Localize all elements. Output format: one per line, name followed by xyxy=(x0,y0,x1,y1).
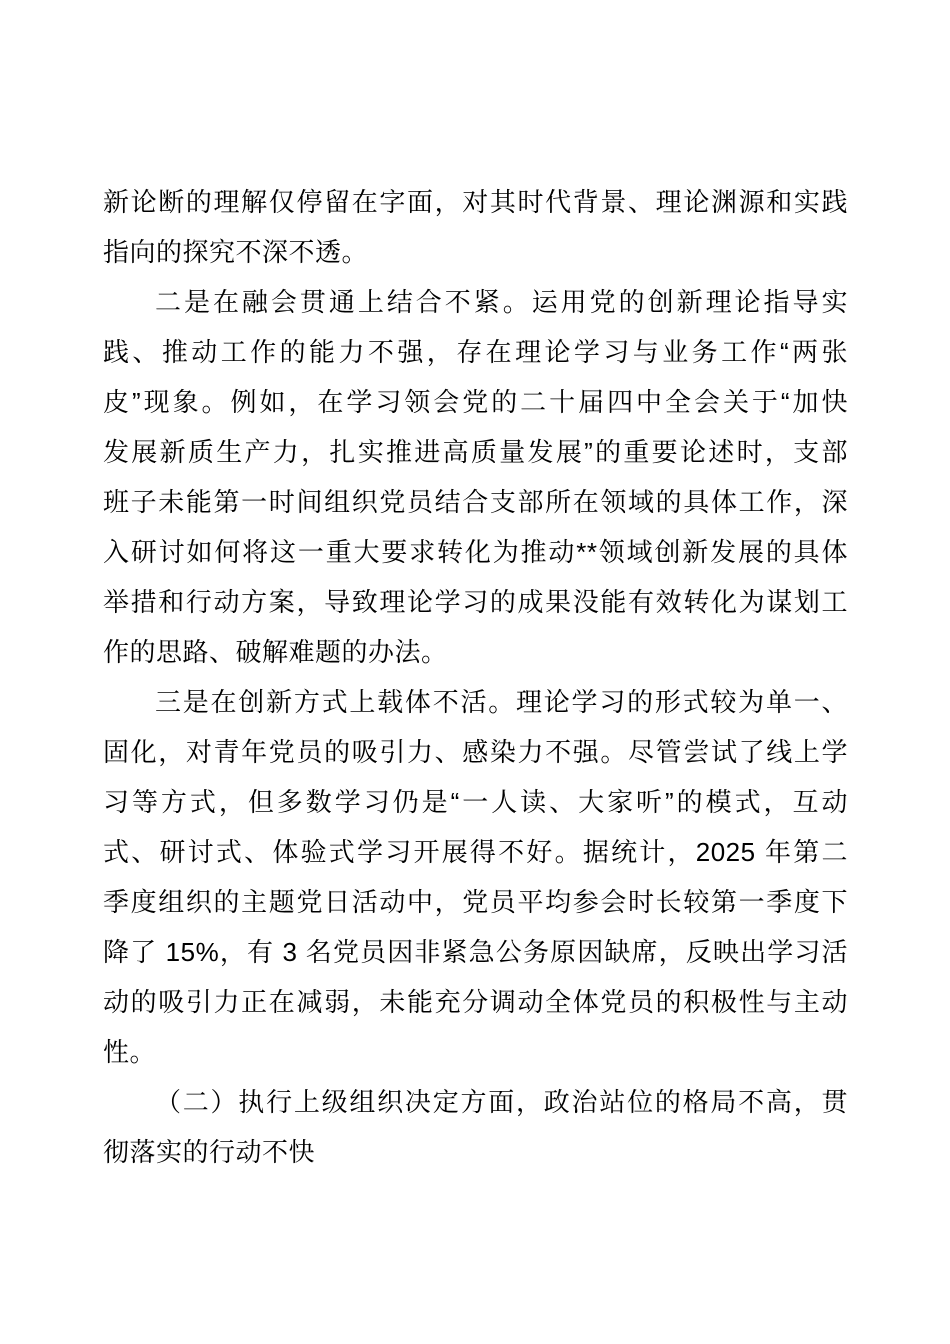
text-line: 入研讨如何将这一重大要求转化为推动**领域创新发展的具体 xyxy=(103,537,848,567)
text-line: 践、推动工作的能力不强，存在理论学习与业务工作“两张 xyxy=(103,337,848,367)
text-line: 班子未能第一时间组织党员结合支部所在领域的具体工作，深 xyxy=(103,487,848,517)
text-line: 季度组织的主题党日活动中，党员平均参会时长较第一季度下 xyxy=(103,887,848,917)
text-line: （二）执行上级组织决定方面，政治站位的格局不高，贯 xyxy=(155,1087,848,1117)
text-line: 固化，对青年党员的吸引力、感染力不强。尽管尝试了线上学 xyxy=(103,737,848,767)
text-line: 新论断的理解仅停留在字面，对其时代背景、理论渊源和实践 xyxy=(103,187,848,217)
text-line: 彻落实的行动不快 xyxy=(103,1137,316,1167)
paragraph xyxy=(103,177,848,277)
text-line: 作的思路、破解难题的办法。 xyxy=(103,637,448,667)
text-line: 举措和行动方案，导致理论学习的成果没能有效转化为谋划工 xyxy=(103,587,848,617)
text-line: 式、研讨式、体验式学习开展得不好。据统计，2025 年第二 xyxy=(103,837,848,867)
text-line: 动的吸引力正在减弱，未能充分调动全体党员的积极性与主动 xyxy=(103,987,848,1017)
text-line: 指向的探究不深不透。 xyxy=(103,237,369,267)
document-body xyxy=(103,177,848,1177)
text-line: 二是在融会贯通上结合不紧。运用党的创新理论指导实 xyxy=(155,287,848,317)
text-line: 性。 xyxy=(103,1037,157,1067)
text-line: 三是在创新方式上载体不活。理论学习的形式较为单一、 xyxy=(155,687,848,717)
text-line: 皮”现象。例如，在学习领会党的二十届四中全会关于“加快 xyxy=(103,387,848,417)
paragraph xyxy=(103,1077,848,1177)
paragraph xyxy=(103,677,848,1077)
text-line: 发展新质生产力，扎实推进高质量发展”的重要论述时，支部 xyxy=(103,437,848,467)
text-line: 降了 15%，有 3 名党员因非紧急公务原因缺席，反映出学习活 xyxy=(103,937,848,967)
paragraph xyxy=(103,277,848,677)
text-line: 习等方式，但多数学习仍是“一人读、大家听”的模式，互动 xyxy=(103,787,848,817)
